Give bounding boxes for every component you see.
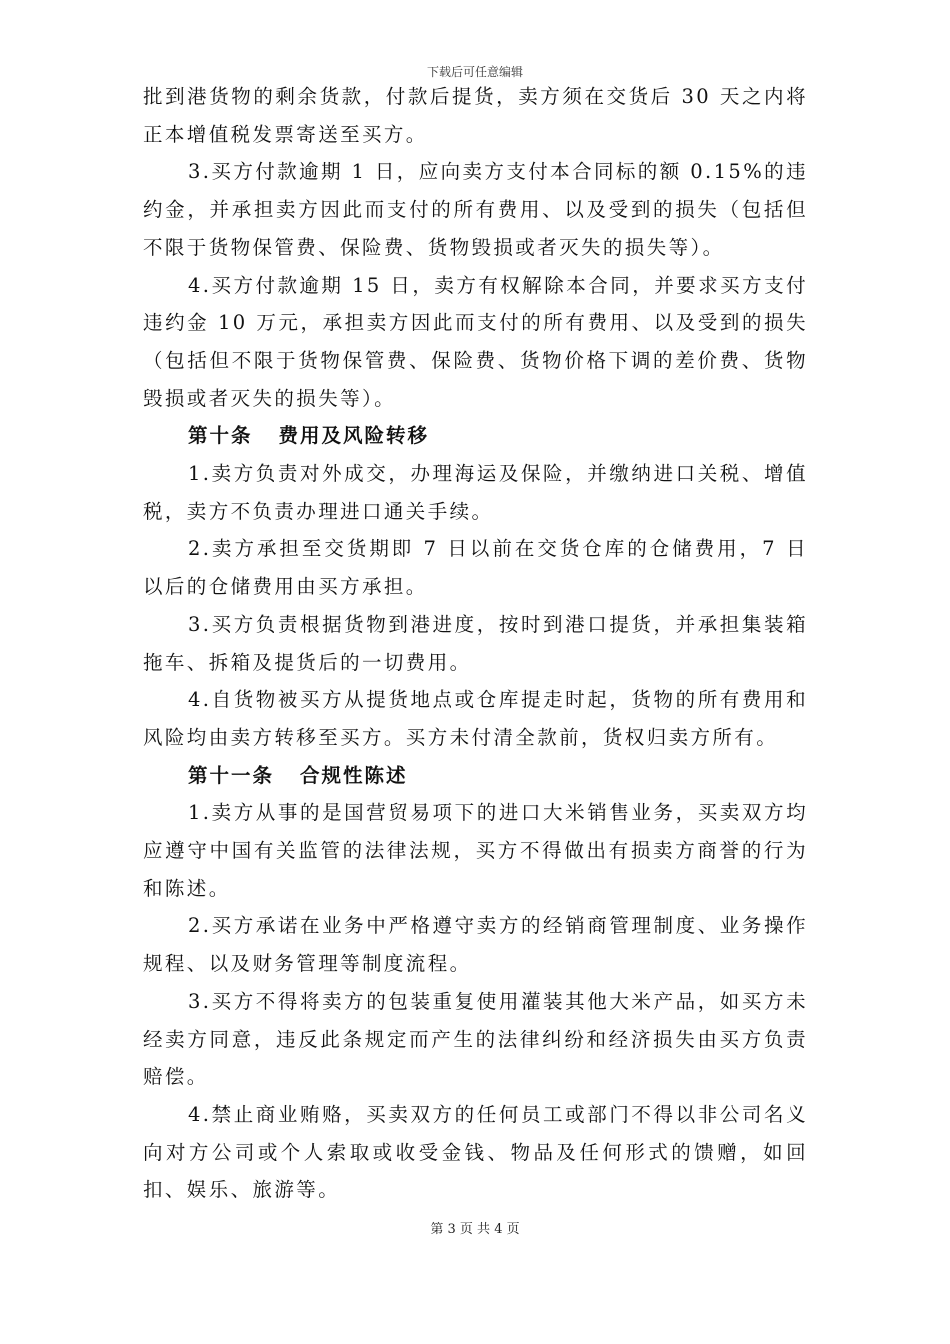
page-number-footer: 第 3 页 共 4 页 [430,1222,520,1237]
section-11-number: 第十一条 [188,763,275,787]
paragraph-clause-9-4: 4.买方付款逾期 15 日，卖方有权解除本合同，并要求买方支付违约金 10 万元，承担卖方因此而支付的所有费用、以及受到的损失（包括但不限于货物保管费、保险费、货物价格下调的差价费、货物毁损或者灭失的损失等）。 [143,273,808,410]
section-10-title: 费用及风险转移 [278,424,430,448]
paragraph-clause-10-3: 3.买方负责根据货物到港进度，按时到港口提货，并承担集装箱拖车、拆箱及提货后的一切费用。 [143,612,808,674]
paragraph-clause-9-3: 3.买方付款逾期 1 日，应向卖方支付本合同标的额 0.15%的违约金，并承担卖方因此而支付的所有费用、以及受到的损失（包括但不限于货物保管费、保险费、货物毁损或者灭失的损失等）。 [143,160,808,259]
paragraph-clause-11-4: 4.禁止商业贿赂，买卖双方的任何员工或部门不得以非公司名义向对方公司或个人索取或收受金钱、物品及任何形式的馈赠，如回扣、娱乐、旅游等。 [143,1102,808,1202]
section-heading-10 [143,417,808,455]
paragraph-clause-11-3: 3.买方不得将卖方的包装重复使用灌装其他大米产品，如买方未经卖方同意，违反此条规定而产生的法律纠纷和经济损失由买方负责赔偿。 [143,989,808,1089]
header-watermark: 下载后可任意编辑 [426,65,523,79]
section-10-number: 第十条 [188,424,253,448]
section-heading-11 [143,757,808,795]
document-body [143,78,808,1209]
paragraph-continuation: 批到港货物的剩余货款，付款后提货，卖方须在交货后 30 天之内将正本增值税发票寄送至买方。 [143,85,808,146]
paragraph-clause-11-1: 1.卖方从事的是国营贸易项下的进口大米销售业务，买卖双方均应遵守中国有关监管的法律法规，买方不得做出有损卖方商誉的行为和陈述。 [143,801,808,900]
paragraph-clause-10-2: 2.卖方承担至交货期即 7 日以前在交货仓库的仓储费用，7 日以后的仓储费用由买方承担。 [143,537,808,599]
paragraph-clause-10-1: 1.卖方负责对外成交，办理海运及保险，并缴纳进口关税、增值税，卖方不负责办理进口通关手续。 [143,462,808,523]
section-11-title: 合规性陈述 [300,763,408,787]
paragraph-clause-11-2: 2.买方承诺在业务中严格遵守卖方的经销商管理制度、业务操作规程、以及财务管理等制度流程。 [143,914,808,976]
paragraph-clause-10-4: 4.自货物被买方从提货地点或仓库提走时起，货物的所有费用和风险均由卖方转移至买方。买方未付清全款前，货权归卖方所有。 [143,688,808,749]
